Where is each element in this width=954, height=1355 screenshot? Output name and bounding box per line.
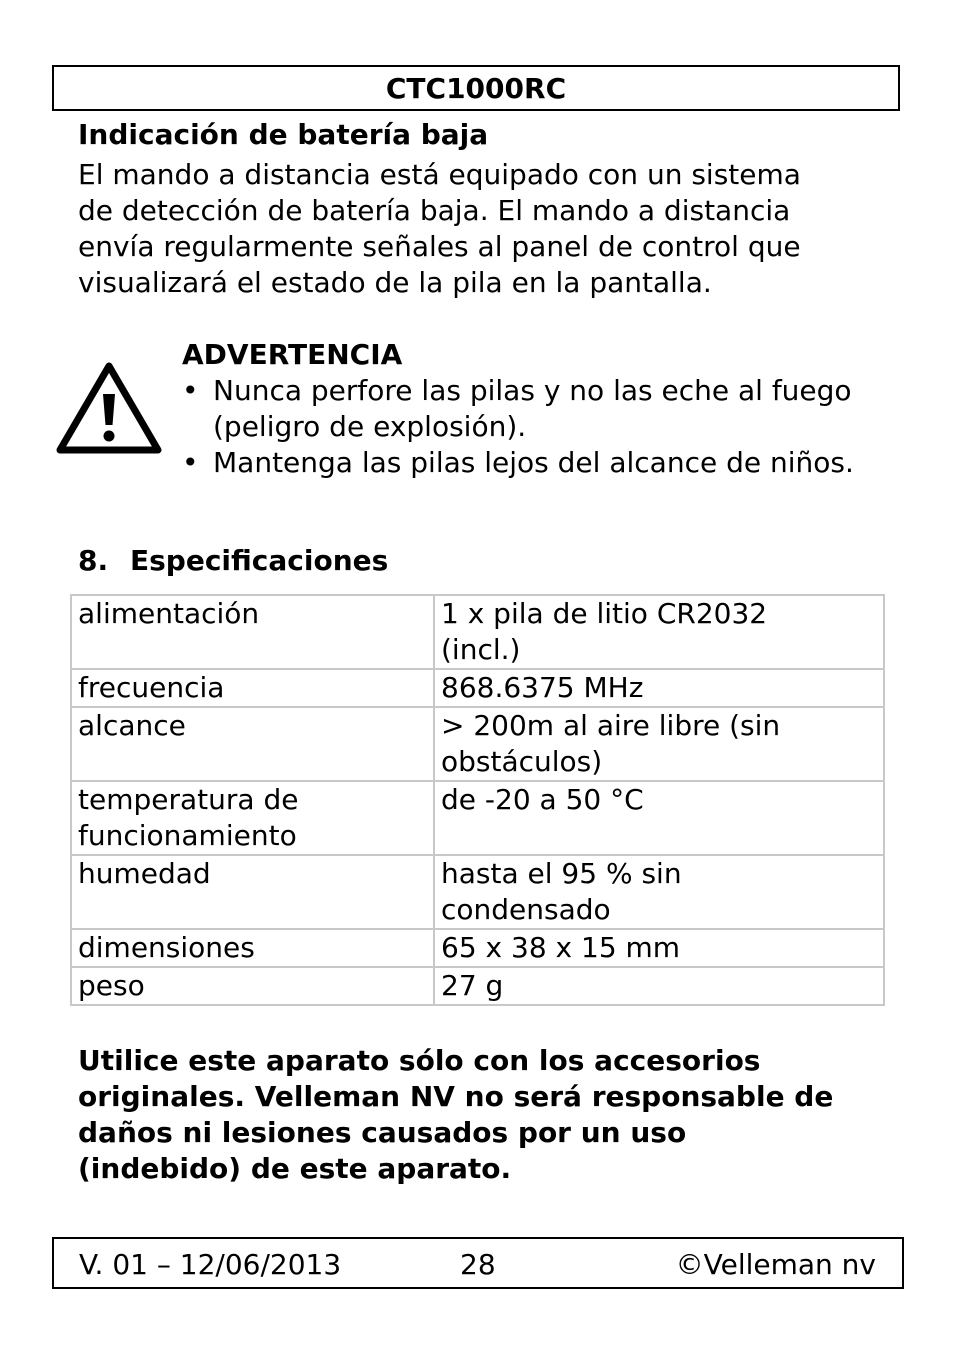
table-row bbox=[71, 707, 884, 781]
spec-value-cell bbox=[434, 781, 884, 855]
spec-value: (incl.) bbox=[441, 633, 521, 666]
accessories-notice bbox=[78, 1043, 898, 1187]
spec-label-cell bbox=[71, 781, 434, 855]
footer-version: V. 01 – 12/06/2013 bbox=[79, 1248, 342, 1281]
footer-page-number: 28 bbox=[460, 1248, 496, 1281]
spec-value: 27 g bbox=[441, 969, 504, 1002]
notice-line: daños ni lesiones causados por un uso bbox=[78, 1116, 687, 1149]
spec-label: temperatura de bbox=[78, 783, 299, 816]
warning-item-line: Nunca perfore las pilas y no las eche al fuego bbox=[213, 374, 852, 407]
spec-label: peso bbox=[78, 969, 145, 1002]
battery-line: visualizará el estado de la pila en la pantalla. bbox=[78, 266, 712, 299]
spec-label-cell bbox=[71, 595, 434, 669]
battery-line: envía regularmente señales al panel de control que bbox=[78, 230, 801, 263]
section-title: Especificaciones bbox=[130, 544, 389, 577]
spec-label: alcance bbox=[78, 709, 186, 742]
spec-label-cell bbox=[71, 855, 434, 929]
battery-heading: Indicación de batería baja bbox=[78, 118, 489, 151]
warning-title: ADVERTENCIA bbox=[182, 338, 403, 371]
section-number: 8. bbox=[78, 544, 109, 577]
footer-copyright: ©Velleman nv bbox=[675, 1248, 876, 1281]
bullet: • bbox=[182, 374, 199, 407]
notice-line: originales. Velleman NV no será responsable de bbox=[78, 1080, 834, 1113]
notice-line: (indebido) de este aparato. bbox=[78, 1152, 512, 1185]
spec-value-cell bbox=[434, 707, 884, 781]
battery-paragraph bbox=[78, 157, 888, 301]
spec-value: condensado bbox=[441, 893, 611, 926]
model-title: CTC1000RC bbox=[385, 71, 567, 105]
warning-item bbox=[182, 445, 912, 481]
spec-label-cell bbox=[71, 669, 434, 707]
spec-label: frecuencia bbox=[78, 671, 225, 704]
spec-value: obstáculos) bbox=[441, 745, 603, 778]
page-header bbox=[52, 65, 900, 111]
spec-label-cell bbox=[71, 929, 434, 967]
spec-value-cell bbox=[434, 595, 884, 669]
spec-label-cell bbox=[71, 967, 434, 1005]
battery-line: de detección de batería baja. El mando a distancia bbox=[78, 194, 791, 227]
notice-line: Utilice este aparato sólo con los accesorios bbox=[78, 1044, 761, 1077]
bullet: • bbox=[182, 446, 199, 479]
spec-value-cell bbox=[434, 967, 884, 1005]
warning-list bbox=[182, 373, 912, 481]
warning-triangle-icon bbox=[56, 362, 162, 454]
spec-value-cell bbox=[434, 855, 884, 929]
spec-value-cell bbox=[434, 669, 884, 707]
spec-value: > 200m al aire libre (sin bbox=[441, 709, 781, 742]
warning-item-line: (peligro de explosión). bbox=[213, 410, 527, 443]
spec-value: de -20 a 50 °C bbox=[441, 783, 644, 816]
spec-label: funcionamiento bbox=[78, 819, 297, 852]
table-row bbox=[71, 595, 884, 669]
specs-table-body bbox=[71, 595, 884, 1005]
specs-heading bbox=[78, 543, 388, 579]
spec-label-cell bbox=[71, 707, 434, 781]
spec-value: 65 x 38 x 15 mm bbox=[441, 931, 681, 964]
table-row bbox=[71, 967, 884, 1005]
table-row bbox=[71, 855, 884, 929]
table-row bbox=[71, 929, 884, 967]
spec-label: alimentación bbox=[78, 597, 260, 630]
spec-label: dimensiones bbox=[78, 931, 255, 964]
specs-table bbox=[70, 594, 885, 1006]
spec-value: hasta el 95 % sin bbox=[441, 857, 682, 890]
spec-label: humedad bbox=[78, 857, 211, 890]
table-row bbox=[71, 669, 884, 707]
page-footer bbox=[52, 1237, 904, 1289]
table-row bbox=[71, 781, 884, 855]
warning-item bbox=[182, 373, 912, 445]
spec-value: 1 x pila de litio CR2032 bbox=[441, 597, 768, 630]
battery-line: El mando a distancia está equipado con un sistema bbox=[78, 158, 801, 191]
spec-value: 868.6375 MHz bbox=[441, 671, 644, 704]
spec-value-cell bbox=[434, 929, 884, 967]
warning-item-line: Mantenga las pilas lejos del alcance de niños. bbox=[213, 446, 854, 479]
